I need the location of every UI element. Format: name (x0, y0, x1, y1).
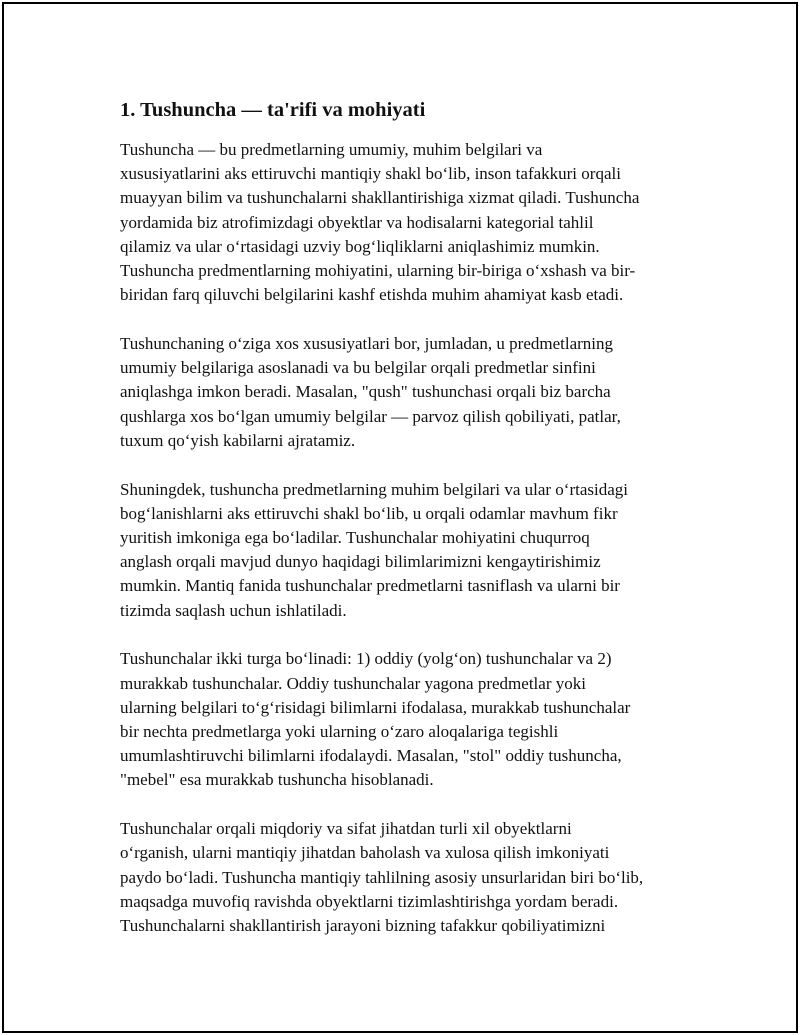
document-body (120, 97, 692, 963)
paragraph-5 (120, 817, 692, 938)
text-line: umumlashtiruvchi bilimlarni ifodalaydi. Masalan, "stol" oddiy tushuncha, (120, 746, 622, 766)
text-line: qushlarga xos boʻlgan umumiy belgilar — parvoz qilish qobiliyati, patlar, (120, 406, 621, 426)
text-line: maqsadga muvofiq ravishda obyektlarni tizimlashtirishga yordam beradi. (120, 891, 619, 911)
page-frame (2, 2, 798, 1033)
text-line: tizimda saqlash uchun ishlatiladi. (120, 600, 347, 620)
text-line: xususiyatlarini aks ettiruvchi mantiqiy shakl boʻlib, inson tafakkuri orqali (120, 164, 621, 184)
text-line: Tushunchalar ikki turga boʻlinadi: 1) oddiy (yolgʻon) tushunchalar va 2) (120, 649, 612, 669)
text-line: Tushunchaning oʻziga xos xususiyatlari bor, jumladan, u predmetlarning (120, 334, 614, 354)
text-line: bir nechta predmetlarga yoki ularning oʻzaro aloqalariga tegishli (120, 722, 559, 742)
text-line: Shuningdek, tushuncha predmetlarning muhim belgilari va ular oʻrtasidagi (120, 479, 628, 499)
text-line: murakkab tushunchalar. Oddiy tushunchalar yagona predmetlar yoki (120, 673, 586, 693)
paragraph-1 (120, 138, 692, 307)
text-line: biridan farq qiluvchi belgilarini kashf etishda muhim ahamiyat kasb etadi. (120, 285, 624, 305)
text-line: oʻrganish, ularni mantiqiy jihatdan baholash va xulosa qilish imkoniyati (120, 843, 610, 863)
text-line: "mebel" esa murakkab tushuncha hisoblanadi. (120, 770, 434, 790)
paragraph-2 (120, 332, 692, 453)
text-line: paydo boʻladi. Tushuncha mantiqiy tahlilning asosiy unsurlaridan biri boʻlib, (120, 867, 644, 887)
paragraph-4 (120, 647, 692, 792)
text-line: tuxum qoʻyish kabilarni ajratamiz. (120, 430, 356, 450)
text-line: Tushuncha predmentlarning mohiyatini, ularning bir-biriga oʻxshash va bir- (120, 261, 636, 281)
text-line: Tushunchalar orqali miqdoriy va sifat jihatdan turli xil obyektlarni (120, 819, 572, 839)
text-line: aniqlashga imkon beradi. Masalan, "qush" tushunchasi orqali biz barcha (120, 382, 611, 402)
text-line: yuritish imkoniga ega boʻladilar. Tushunchalar mohiyatini chuqurroq (120, 528, 590, 548)
text-line: bogʻlanishlarni aks ettiruvchi shakl boʻlib, u orqali odamlar mavhum fikr (120, 503, 618, 523)
text-line: ularning belgilari toʻgʻrisidagi bilimlarni ifodalasa, murakkab tushunchalar (120, 697, 631, 717)
paragraph-3 (120, 478, 692, 623)
text-line: qilamiz va ular oʻrtasidagi uzviy bogʻliqliklarni aniqlashimiz mumkin. (120, 236, 600, 256)
text-line: anglash orqali mavjud dunyo haqidagi bilimlarimizni kengaytirishimiz (120, 552, 601, 572)
document-title: 1. Tushuncha — ta'rifi va mohiyati (120, 99, 426, 121)
text-line: muayyan bilim va tushunchalarni shakllantirishiga xizmat qiladi. Tushuncha (120, 188, 640, 208)
text-line: mumkin. Mantiq fanida tushunchalar predmetlarni tasniflash va ularni bir (120, 576, 620, 596)
text-line: yordamida biz atrofimizdagi obyektlar va hodisalarni kategorial tahlil (120, 212, 594, 232)
text-line: umumiy belgilariga asoslanadi va bu belgilar orqali predmetlar sinfini (120, 358, 596, 378)
text-line: Tushunchalarni shakllantirish jarayoni bizning tafakkur qobiliyatimizni (120, 916, 606, 936)
text-line: Tushuncha — bu predmetlarning umumiy, muhim belgilari va (120, 140, 543, 159)
